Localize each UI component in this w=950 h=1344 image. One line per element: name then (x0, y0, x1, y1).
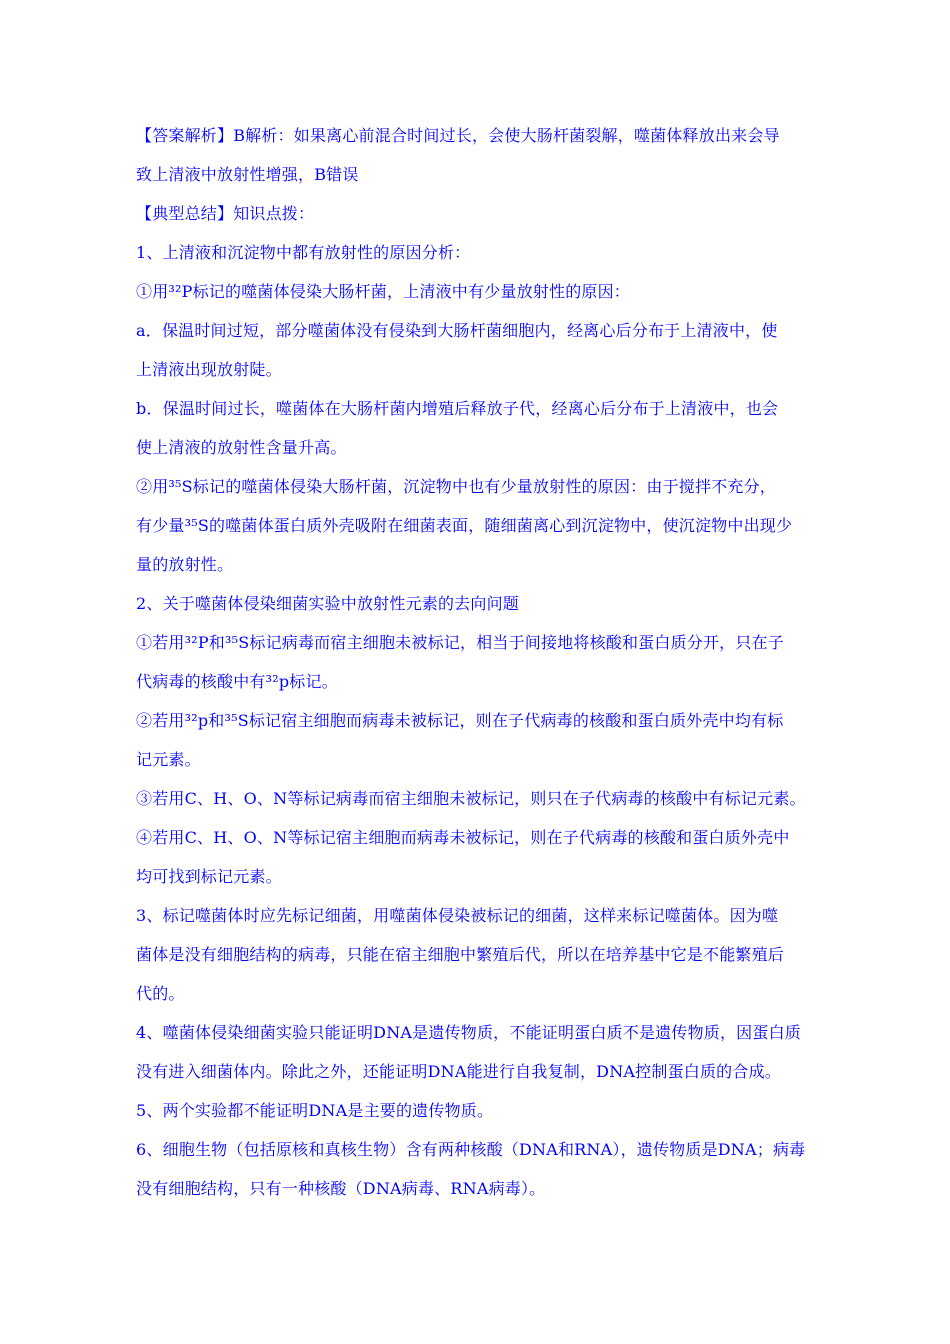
point-1-sub-1-b-line-2: 使上清液的放射性含量升高。 (136, 438, 347, 457)
point-2-sub-4-line-2: 均可找到标记元素。 (136, 867, 282, 886)
answer-analysis-line-2: 致上清液中放射性增强，B错误 (136, 165, 359, 184)
point-2-sub-2-line-1: ②若用³²p和³⁵S标记宿主细胞而病毒未被标记，则在子代病毒的核酸和蛋白质外壳中均有标 (136, 711, 784, 730)
point-2-sub-3: ③若用C、H、O、N等标记病毒而宿主细胞未被标记，则只在子代病毒的核酸中有标记元素。 (136, 789, 806, 808)
point-6-line-1: 6、细胞生物（包括原核和真核生物）含有两种核酸（DNA和RNA），遗传物质是DNA；病毒 (136, 1140, 806, 1159)
point-1-heading: 1、上清液和沉淀物中都有放射性的原因分析： (136, 243, 471, 262)
point-5: 5、两个实验都不能证明DNA是主要的遗传物质。 (136, 1101, 494, 1120)
point-3-line-2: 菌体是没有细胞结构的病毒，只能在宿主细胞中繁殖后代，所以在培养基中它是不能繁殖后 (136, 945, 785, 964)
point-2-sub-1-line-1: ①若用³²P和³⁵S标记病毒而宿主细胞未被标记，相当于间接地将核酸和蛋白质分开，只在子 (136, 633, 784, 652)
answer-analysis-line-1: 【答案解析】B解析：如果离心前混合时间过长，会使大肠杆菌裂解，噬菌体释放出来会导 (136, 126, 780, 145)
point-6-line-2: 没有细胞结构，只有一种核酸（DNA病毒、RNA病毒）。 (136, 1179, 546, 1198)
point-2-sub-2-line-2: 记元素。 (136, 750, 201, 769)
point-2-heading: 2、关于噬菌体侵染细菌实验中放射性元素的去向问题 (136, 594, 519, 613)
point-3-line-3: 代的。 (136, 984, 185, 1003)
point-2-sub-4-line-1: ④若用C、H、O、N等标记宿主细胞而病毒未被标记，则在子代病毒的核酸和蛋白质外壳中 (136, 828, 790, 847)
document-body (136, 121, 816, 1213)
point-1-sub-1-a-line-1: a．保温时间过短，部分噬菌体没有侵染到大肠杆菌细胞内，经离心后分布于上清液中，使 (136, 321, 778, 340)
point-4-line-2: 没有进入细菌体内。除此之外，还能证明DNA能进行自我复制，DNA控制蛋白质的合成。 (136, 1062, 781, 1081)
summary-heading: 【典型总结】知识点拨： (136, 204, 315, 223)
point-4-line-1: 4、噬菌体侵染细菌实验只能证明DNA是遗传物质，不能证明蛋白质不是遗传物质，因蛋白质 (136, 1023, 801, 1042)
point-3-line-1: 3、标记噬菌体时应先标记细菌，用噬菌体侵染被标记的细菌，这样来标记噬菌体。因为噬 (136, 906, 779, 925)
point-1-sub-1: ①用³²P标记的噬菌体侵染大肠杆菌，上清液中有少量放射性的原因： (136, 282, 630, 301)
point-1-sub-2-line-2: 有少量³⁵S的噬菌体蛋白质外壳吸附在细菌表面，随细菌离心到沉淀物中，使沉淀物中出现少 (136, 516, 793, 535)
point-1-sub-2-line-3: 量的放射性。 (136, 555, 234, 574)
point-1-sub-2-line-1: ②用³⁵S标记的噬菌体侵染大肠杆菌，沉淀物中也有少量放射性的原因：由于搅拌不充分， (136, 477, 776, 496)
point-2-sub-1-line-2: 代病毒的核酸中有³²p标记。 (136, 672, 338, 691)
point-1-sub-1-b-line-1: b．保温时间过长，噬菌体在大肠杆菌内增殖后释放子代，经离心后分布于上清液中，也会 (136, 399, 779, 418)
point-1-sub-1-a-line-2: 上清液出现放射陡。 (136, 360, 282, 379)
